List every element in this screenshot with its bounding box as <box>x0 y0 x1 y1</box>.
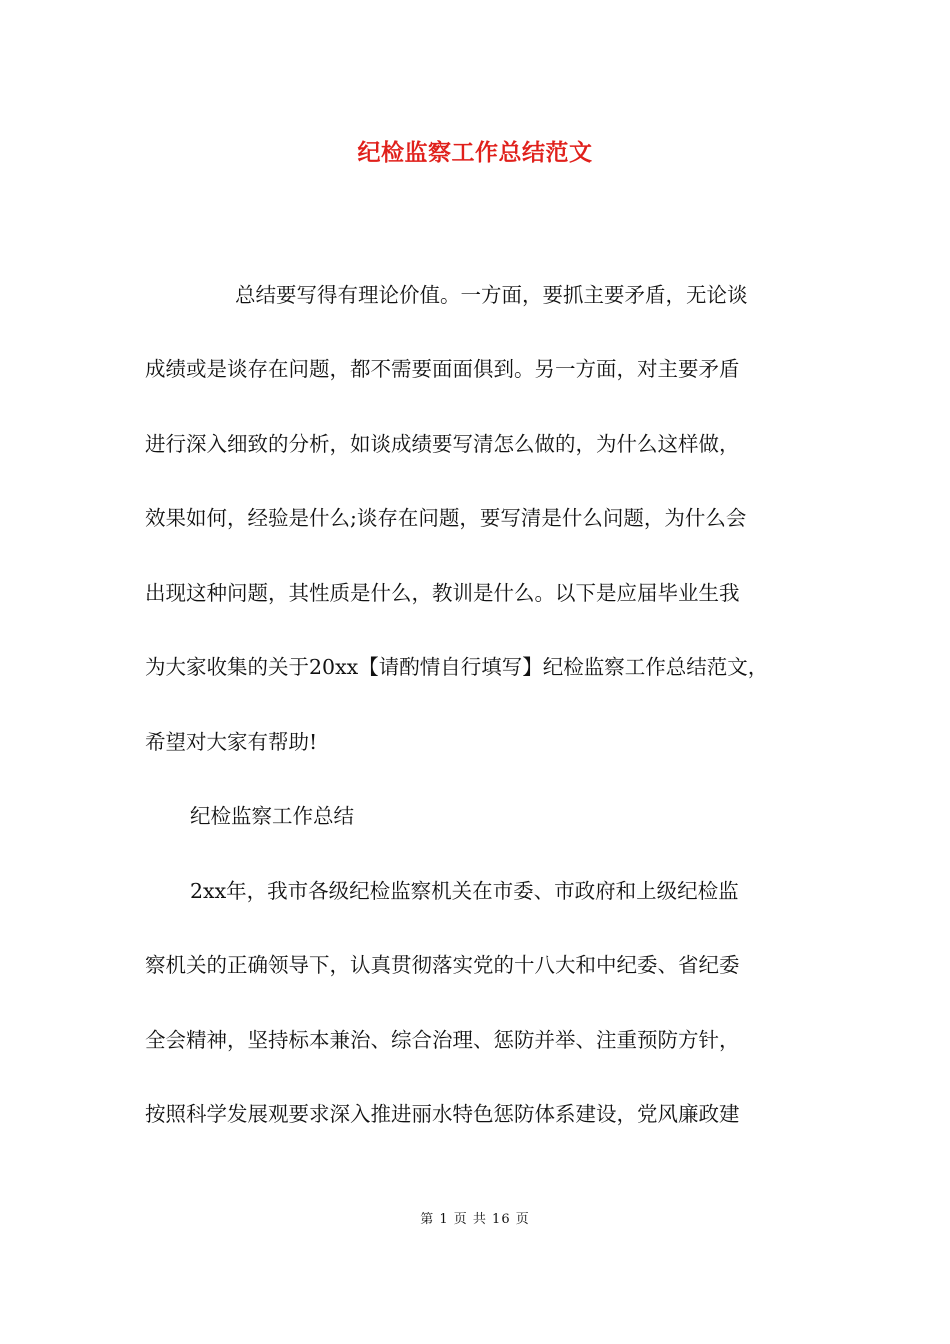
paragraph-line-12: 按照科学发展观要求深入推进丽水特色惩防体系建设，党风廉政建 <box>145 1102 740 1126</box>
paragraph-line-1: 总结要写得有理论价值。一方面，要抓主要矛盾，无论谈 <box>235 283 748 307</box>
paragraph-line-5: 出现这种问题，其性质是什么，教训是什么。以下是应届毕业生我 <box>145 581 740 605</box>
paragraph-line-7: 希望对大家有帮助! <box>145 730 318 754</box>
document-title: 纪检监察工作总结范文 <box>357 139 593 166</box>
page-number-footer: 第 1 页 共 16 页 <box>420 1212 530 1227</box>
paragraph-line-11: 全会精神，坚持标本兼治、综合治理、惩防并举、注重预防方针， <box>145 1028 740 1052</box>
paragraph-line-3: 进行深入细致的分析，如谈成绩要写清怎么做的，为什么这样做， <box>145 432 740 456</box>
paragraph-line-10: 察机关的正确领导下，认真贯彻落实党的十八大和中纪委、省纪委 <box>145 953 740 977</box>
section-heading: 纪检监察工作总结 <box>190 804 354 828</box>
paragraph-line-4: 效果如何，经验是什么;谈存在问题，要写清是什么问题，为什么会 <box>145 506 747 530</box>
paragraph-line-2: 成绩或是谈存在问题，都不需要面面俱到。另一方面，对主要矛盾 <box>145 357 740 381</box>
paragraph-line-9: 2xx年，我市各级纪检监察机关在市委、市政府和上级纪检监 <box>190 879 739 903</box>
paragraph-line-6: 为大家收集的关于20xx【请酌情自行填写】纪检监察工作总结范文， <box>145 655 769 679</box>
